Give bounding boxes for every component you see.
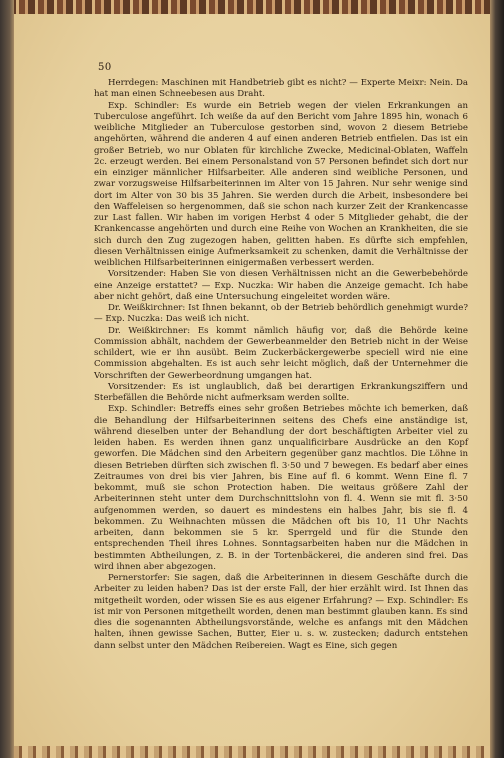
paragraph: Pernerstorfer: Sie sagen, daß die Arbeiterinnen in diesem Geschäfte durch die Arbeiter zu leiden haben? Das ist der erste Fall, der hier erzählt wird. Ist Ihnen das mitgetheilt worden, oder wissen Sie es aus eigener Erfahrung? — Exp. Schindler: Es ist mir von Personen mitgetheilt worden, denen man bestimmt glauben kann. Es sind dies die sogenannten Abtheilungsvorstände, welche es anfangs mit den Mädchen halten, ihnen gewisse Sachen, Butter, Eier u. s. w. zustecken; dadurch entstehen dann selbst unter den Mädchen Reibereien. Wagt es Eine, sich gegen (94, 573, 468, 651)
paragraph: Vorsitzender: Haben Sie von diesen Verhältnissen nicht an die Gewerbebehörde eine Anzeige erstattet? — Exp. Nuczka: Wir haben die Anzeige gemacht. Ich habe aber nicht gehört, daß eine Untersuchung eingeleitet worden wäre. (94, 269, 468, 302)
paragraph: Vorsitzender: Es ist unglaublich, daß bei derartigen Erkrankungsziffern und Sterbefällen die Behörde nicht aufmerksam werden sollte. (94, 381, 468, 403)
paragraph: Dr. Weißkirchner: Es kommt nämlich häufig vor, daß die Behörde keine Commission abhält, nachdem der Gewerbeanmelder den Betrieb nicht in der Weise schildert, wie er ihn ausübt. Beim Zuckerbäckergewerbe speciell wird nie eine Commission abgehalten. Es ist auch sehr leicht möglich, daß der Unternehmer die Vorschriften der Gewerbeordnung umgangen hat. (94, 325, 468, 381)
book-page (14, 14, 490, 758)
bottom-edge-strip (14, 746, 490, 758)
paragraph: Exp. Schindler: Es wurde ein Betrieb wegen der vielen Erkrankungen an Tuberculose angeführt. Ich weiße da auf den Bericht vom Jahre 1895 hin, wonach 6 weibliche Mitglieder an Tuberculose gestorben sind, wovon 2 diesem Betriebe angehörten, während die anderen 4 auf einen anderen Betrieb entfielen. Das ist ein großer Betrieb, wo nur Oblaten für kirchliche Zwecke, Medicinal-Oblaten, Waffeln 2c. erzeugt werden. Bei einem Personalstand von 57 Personen befindet sich dort nur ein einziger männlicher Hilfsarbeiter. Alle anderen sind weibliche Personen, und zwar vorzugsweise Hilfsarbeiterinnen im Alter von 15 Jahren. Nur sehr wenige sind dort im Alter von 30 bis 35 Jahren. Sie werden durch die Arbeit, insbesondere bei den Waffeleisen so hergenommen, daß sie schon nach kurzer Zeit der Krankencasse zur Last fallen. Wir haben im vorigen Herbst 4 oder 5 Mitglieder gehabt, die der Krankencasse angehörten und durch eine Reihe von Wochen an Krankheiten, die sie sich durch den Zug zugezogen haben, gelitten haben. Es dürfte sich empfehlen, diesen Verhältnissen einige Aufmerksamkeit zu schenken, damit die Verhältnisse der weiblichen Hilfsarbeiterinnen einigermaßen verbessert werden. (94, 100, 468, 268)
page-number: 50 (98, 62, 112, 73)
paragraph: Dr. Weißkirchner: Ist Ihnen bekannt, ob der Betrieb behördlich genehmigt wurde? — Exp. Nuczka: Das weiß ich nicht. (94, 303, 468, 325)
paragraph: Herrdegen: Maschinen mit Handbetrieb gibt es nicht? — Experte Meixr: Nein. Da hat man einen Schneebesen aus Draht. (94, 78, 468, 100)
right-page-edge (490, 0, 504, 758)
paragraph: Exp. Schindler: Betreffs eines sehr großen Betriebes möchte ich bemerken, daß die Behandlung der Hilfsarbeiterinnen seitens des Chefs eine anständige ist, während dieselben unter der Behandlung der dort beschäftigten Arbeiter viel zu leiden haben. Es werden ihnen ganz unqualificirbare Ausdrücke an den Kopf geworfen. Die Mädchen sind den Arbeitern gegenüber ganz machtlos. Die Löhne in diesen Betrieben dürften sich zwischen fl. 3·50 und 7 bewegen. Es bedarf aber eines Zeitraumes von drei bis vier Jahren, bis Eine auf fl. 6 kommt. Wenn Eine fl. 7 bekommt, muß sie schon Protection haben. Die weitaus größere Zahl der Arbeiterinnen steht unter dem Durchschnittslohn von fl. 4. Wenn sie mit fl. 3·50 aufgenommen werden, so dauert es mindestens ein halbes Jahr, bis sie fl. 4 bekommen. Zu Weihnachten müssen die Mädchen oft bis 10, 11 Uhr Nachts arbeiten, dann bekommen sie 5 kr. Sperrgeld und für die Stunde den entsprechenden Theil ihres Lohnes. Sonntagsarbeiten haben nur die Mädchen in bestimmten Abtheilungen, z. B. in der Tortenbäckerei, die anderen sind frei. Das wird ihnen aber abgezogen. (94, 404, 468, 572)
body-text (94, 78, 468, 652)
left-binding-edge (0, 0, 14, 758)
top-edge-strip (0, 0, 504, 14)
